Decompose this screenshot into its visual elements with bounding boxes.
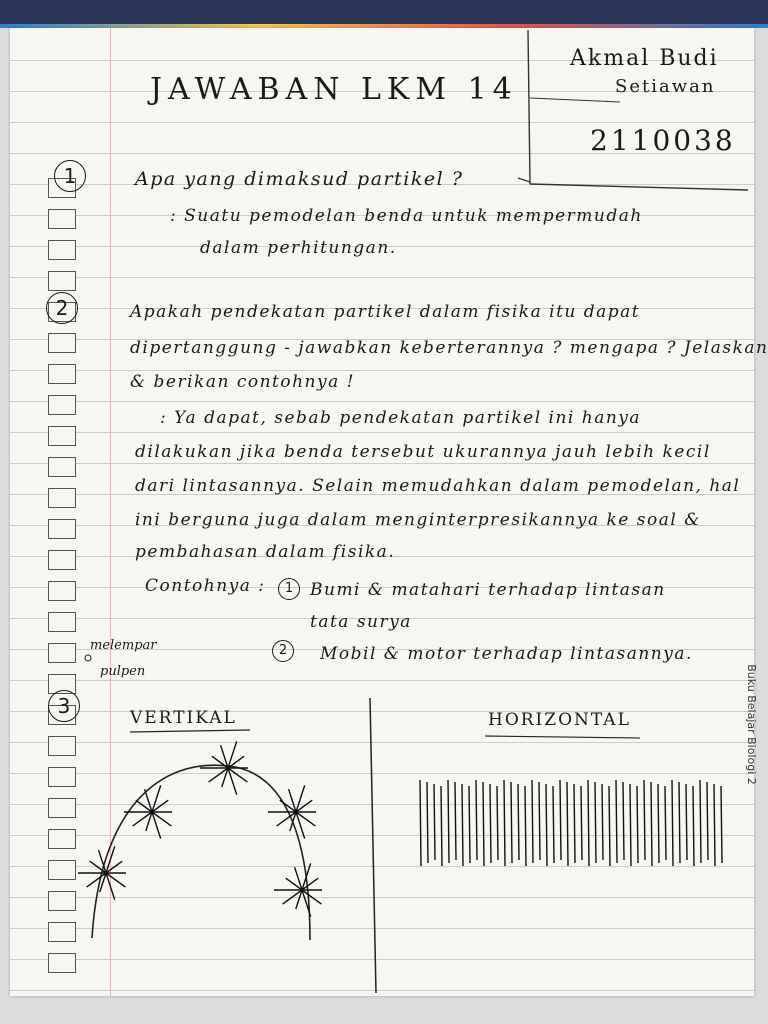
horizontal-stroke	[623, 782, 624, 860]
horizontal-stroke	[581, 786, 582, 860]
horizontal-stroke	[427, 782, 428, 863]
horizontal-stroke	[469, 786, 470, 863]
horizontal-stroke	[434, 784, 435, 860]
horizontal-stroke	[462, 784, 463, 866]
horizontal-stroke	[672, 780, 673, 866]
answer-line: pembahasan dalam fisika.	[135, 542, 396, 562]
answer-line: dari lintasannya. Selain memudahkan dalam pemodelan, hal	[135, 476, 741, 496]
horizontal-stroke	[686, 784, 687, 860]
question-line: & berikan contohnya !	[130, 372, 355, 392]
horizontal-stroke	[637, 786, 638, 863]
horizontal-stroke	[630, 784, 631, 866]
horizontal-stroke	[546, 784, 547, 866]
horizontal-stroke	[609, 786, 610, 866]
example-line: Bumi & matahari terhadap lintasan	[310, 580, 666, 600]
horizontal-stroke	[539, 782, 540, 860]
examples-label: Contohnya :	[145, 576, 266, 596]
page-title: JAWABAN LKM 14	[150, 72, 518, 107]
horizontal-stroke	[560, 780, 561, 860]
horizontal-stroke	[721, 786, 722, 863]
answer-line: dilakukan jika benda tersebut ukurannya jauh lebih kecil	[135, 442, 711, 462]
horizontal-stroke	[490, 784, 491, 863]
vertical-caption: VERTIKAL	[130, 708, 237, 728]
horizontal-stroke	[679, 782, 680, 863]
horizontal-stroke	[420, 780, 421, 866]
note-line: melempar	[90, 638, 157, 653]
horizontal-stroke	[525, 786, 526, 866]
star-burst	[78, 846, 126, 899]
answer-line: : Suatu pemodelan benda untuk mempermudah	[170, 206, 643, 226]
horizontal-stroke	[616, 780, 617, 863]
answer-line: dalam perhitungan.	[200, 238, 397, 258]
horizontal-stroke	[455, 782, 456, 860]
horizontal-stroke	[707, 782, 708, 860]
star-burst	[274, 863, 322, 916]
star-burst	[268, 785, 316, 838]
star-burst	[200, 741, 248, 794]
horizontal-stroke	[665, 786, 666, 860]
drawings	[10, 28, 754, 996]
horizontal-stroke	[511, 782, 512, 863]
horizontal-stroke	[553, 786, 554, 863]
horizontal-stroke	[714, 784, 715, 866]
horizontal-stroke	[574, 784, 575, 863]
horizontal-stroke	[658, 784, 659, 863]
horizontal-stroke	[693, 786, 694, 866]
author-name: Akmal Budi	[570, 46, 719, 71]
example-line: tata surya	[310, 612, 412, 632]
answer-line: : Ya dapat, sebab pendekatan partikel ini hanya	[160, 408, 642, 428]
note-line: pulpen	[100, 664, 146, 679]
horizontal-stroke	[497, 786, 498, 860]
example-line: Mobil & motor terhadap lintasannya.	[320, 644, 693, 664]
star-burst	[124, 785, 172, 838]
top-edge-strip	[0, 0, 768, 28]
question-text: Apa yang dimaksud partikel ?	[135, 168, 464, 190]
question-number: 1	[54, 160, 86, 192]
question-line: Apakah pendekatan partikel dalam fisika itu dapat	[130, 302, 641, 322]
horizontal-stroke	[700, 780, 701, 863]
horizontal-stroke	[518, 784, 519, 860]
horizontal-stroke	[644, 780, 645, 860]
question-number: 2	[46, 292, 78, 324]
question-line: dipertanggung - jawabkan keberterannya ? mengapa ? Jelaskan	[130, 338, 768, 358]
example-number: 1	[278, 578, 300, 600]
horizontal-stroke	[532, 780, 533, 863]
side-watermark: Buku Belajar Biologi 2	[745, 664, 759, 785]
horizontal-stroke	[602, 784, 603, 860]
answer-line: ini berguna juga dalam menginterpresikannya ke soal &	[135, 510, 701, 530]
horizontal-stroke	[588, 780, 589, 866]
horizontal-stroke	[476, 780, 477, 860]
horizontal-stroke	[504, 780, 505, 866]
question-number: 3	[48, 690, 80, 722]
author-name-2: Setiawan	[615, 76, 716, 97]
student-number: 2110038	[590, 124, 736, 157]
horizontal-stroke	[448, 780, 449, 863]
notebook-page	[10, 28, 768, 996]
example-number: 2	[272, 640, 294, 662]
horizontal-stroke	[595, 782, 596, 863]
horizontal-stroke	[567, 782, 568, 866]
horizontal-stroke	[651, 782, 652, 866]
horizontal-caption: HORIZONTAL	[488, 710, 631, 730]
horizontal-stroke	[441, 786, 442, 866]
horizontal-stroke	[483, 782, 484, 866]
